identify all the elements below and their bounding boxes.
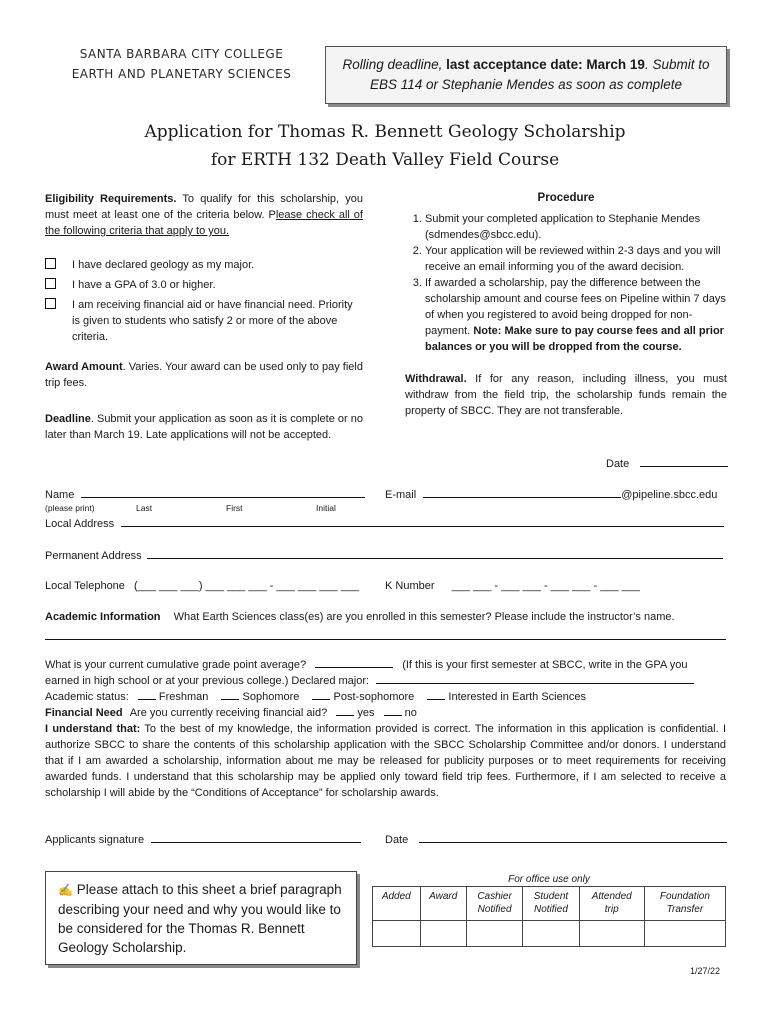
email-label: E-mail [385, 489, 417, 501]
office-col-added: Added [373, 887, 421, 921]
first-name-hint: First [226, 503, 243, 513]
k-number-row [385, 580, 640, 592]
withdrawal-text: If for any reason, including illness, you must withdraw from the field trip, the scholarship funds remain the property of SBCC. They are not transferable. [405, 373, 727, 417]
eligibility-underlined: lease check all of the following criteria that apply to you. [45, 209, 363, 237]
name-row [45, 487, 365, 501]
pencil-writing-icon: ✍ [58, 883, 73, 897]
office-cell[interactable] [644, 921, 725, 947]
office-cell[interactable] [523, 921, 579, 947]
left-column [45, 191, 363, 457]
criteria-label: I have a GPA of 3.0 or higher. [72, 279, 216, 291]
declared-major-input[interactable] [376, 673, 694, 684]
initial-hint: Initial [316, 503, 336, 513]
office-cell[interactable] [579, 921, 644, 947]
attach-paragraph-note [45, 871, 357, 965]
status-option: Interested in Earth Sciences [448, 691, 586, 703]
financial-yes-label: yes [357, 707, 375, 719]
office-col-student-notified: Student Notified [523, 887, 579, 921]
local-address-label: Local Address [45, 518, 115, 530]
signature-date-row [385, 832, 727, 846]
criteria-list [45, 257, 363, 345]
last-name-hint: Last [136, 503, 153, 513]
academic-status-label: Academic status: [45, 691, 129, 703]
office-cell[interactable] [420, 921, 466, 947]
local-address-row [45, 516, 724, 530]
local-address-input[interactable] [121, 516, 724, 527]
signature-label: Applicants signature [45, 834, 145, 846]
financial-no-label: no [404, 707, 417, 719]
criteria-checkbox-major[interactable] [45, 258, 56, 269]
office-col-cashier-notified: Cashier Notified [466, 887, 522, 921]
please-print-hint: (please print) [45, 503, 95, 513]
deadline-part-1: Rolling deadline, [342, 57, 447, 72]
college-name [44, 44, 319, 84]
signature-date-label: Date [385, 834, 409, 846]
procedure-list [405, 211, 727, 355]
financial-no-input[interactable] [384, 705, 402, 716]
permanent-address-row [45, 548, 723, 562]
criteria-label: I am receiving financial aid or have financial need. Priority is given to students who satisfy 2 or more of the above criteria. [72, 299, 353, 343]
academic-info-row [45, 611, 675, 623]
withdrawal-paragraph [405, 371, 727, 419]
title-line-1: Application for Thomas R. Bennett Geology Scholarship [144, 122, 626, 142]
date-field-top [606, 456, 728, 470]
revision-date: 1/27/22 [690, 966, 721, 976]
deadline-text: . Submit your application as soon as it is complete or no later than March 19. Late applications will not be accepted. [45, 413, 363, 441]
deadline-line-2: EBS 114 or Stephanie Mendes as soon as complete [370, 77, 682, 92]
procedure-step: 2. Your application will be reviewed within 2-3 days and you will receive an email informing you of the award decision. [425, 243, 727, 275]
academic-question: What Earth Sciences class(es) are you enrolled in this semester? Please include the instructor’s name. [173, 611, 675, 623]
financial-need-label: Financial Need [45, 707, 123, 719]
eligibility-text: To qualify for this scholarship, you must meet at least one of the criteria below. P [45, 193, 363, 221]
understand-paragraph [45, 721, 726, 801]
criteria-item [45, 257, 363, 273]
criteria-item [45, 297, 363, 345]
k-number-label: K Number [385, 580, 435, 592]
status-post-sophomore-input[interactable] [312, 689, 330, 700]
award-text: . Varies. Your award can be used only to pay field trip fees. [45, 361, 363, 389]
email-input[interactable] [423, 487, 621, 498]
academic-status-line [45, 689, 726, 705]
deadline-part-2: . Submit to [644, 57, 710, 72]
telephone-row [45, 580, 359, 592]
academic-info-label: Academic Information [45, 611, 161, 623]
email-domain: @pipeline.sbcc.edu [621, 489, 718, 501]
office-use-header-row [373, 887, 726, 921]
local-telephone-label: Local Telephone [45, 580, 125, 592]
page-title [0, 118, 770, 174]
office-col-foundation-transfer: Foundation Transfer [644, 887, 725, 921]
gpa-line [45, 657, 726, 673]
award-paragraph [45, 359, 363, 391]
office-use-table [372, 886, 726, 947]
procedure-step-3-note: Note: Make sure to pay course fees and all prior balances or you will be dropped from the course. [425, 325, 724, 353]
understand-text: To the best of my knowledge, the information provided is correct. The information in this application is confidential. I authorize SBCC to share the contents of this scholarship application with the SBCC Scholarship Committee and/or donors. I understand that if I am awarded a scholarship, information about me may be released for publicity purposes or to meet requirements for receiving awarded funds. I understand that this scholarship may be applied only toward field trip fees. Furthermore, if I am selected to receive a scholarship I will abide by the “Conditions of Acceptance” for scholarship awards. [45, 723, 726, 799]
signature-row [45, 832, 361, 846]
procedure-step: 1. Submit your completed application to Stephanie Mendes (sdmendes@sbcc.edu). [425, 211, 727, 243]
name-label: Name [45, 489, 75, 501]
financial-need-line [45, 705, 726, 721]
deadline-label: Deadline [45, 413, 91, 425]
status-option: Sophomore [242, 691, 300, 703]
gpa-input[interactable] [315, 657, 393, 668]
deadline-bold: last acceptance date: March 19 [446, 57, 645, 72]
status-sophomore-input[interactable] [221, 689, 239, 700]
right-column [405, 190, 727, 419]
signature-input[interactable] [151, 832, 361, 843]
eligibility-paragraph [45, 191, 363, 239]
major-line [45, 673, 726, 689]
procedure-title: Procedure [537, 192, 595, 204]
attach-text: Please attach to this sheet a brief paragraph describing your need and why you would like to be considered for the Thomas R. Bennett Geology Scholarship. [58, 882, 342, 955]
office-use-title: For office use only [508, 874, 590, 885]
gpa-question: What is your current cumulative grade point average? [45, 659, 307, 671]
office-cell[interactable] [373, 921, 421, 947]
office-col-award: Award [420, 887, 466, 921]
signature-date-input[interactable] [419, 832, 727, 843]
status-option: Post-sophomore [333, 691, 415, 703]
date-input-top[interactable] [640, 456, 728, 467]
status-option: Freshman [158, 691, 209, 703]
gpa-note-2: earned in high school or at your previous college.) Declared major: [45, 675, 370, 687]
k-number-input[interactable]: ___ ___ - ___ ___ - ___ ___ - ___ ___ [451, 580, 640, 592]
eligibility-label: Eligibility Requirements. [45, 193, 177, 205]
deadline-paragraph [45, 411, 363, 443]
permanent-address-label: Permanent Address [45, 550, 142, 562]
college-line-2: EARTH AND PLANETARY SCIENCES [71, 67, 292, 81]
date-label: Date [606, 458, 630, 470]
financial-yes-input[interactable] [336, 705, 354, 716]
understand-label: I understand that: [45, 723, 141, 735]
criteria-checkbox-gpa[interactable] [45, 278, 56, 289]
name-input[interactable] [81, 487, 365, 498]
criteria-label: I have declared geology as my major. [72, 259, 255, 271]
deadline-notice [325, 46, 727, 104]
procedure-step [425, 275, 727, 355]
withdrawal-label: Withdrawal. [405, 373, 467, 385]
financial-question: Are you currently receiving financial aid? [129, 707, 328, 719]
office-use-entry-row [373, 921, 726, 947]
criteria-checkbox-financial[interactable] [45, 298, 56, 309]
permanent-address-input[interactable] [147, 548, 723, 559]
email-row [385, 487, 717, 501]
criteria-item [45, 277, 363, 293]
gpa-note-1: (If this is your first semester at SBCC, write in the GPA you [402, 659, 688, 671]
title-line-2: for ERTH 132 Death Valley Field Course [210, 150, 560, 170]
status-interested-input[interactable] [427, 689, 445, 700]
academic-classes-input[interactable] [45, 628, 726, 640]
telephone-input[interactable]: (___ ___ ___) ___ ___ ___ - ___ ___ ___ ___ [133, 580, 360, 592]
gpa-block [45, 657, 726, 801]
procedure-step-3-text: If awarded a scholarship, pay the difference between the scholarship amount and course fees on Pipeline within 7 days of when you registered to avoid being dropped for non-payment. [425, 277, 726, 337]
award-label: Award Amount [45, 361, 123, 373]
office-cell[interactable] [466, 921, 522, 947]
status-freshman-input[interactable] [138, 689, 156, 700]
college-line-1: SANTA BARBARA CITY COLLEGE [79, 47, 284, 61]
office-col-attended-trip: Attended trip [579, 887, 644, 921]
